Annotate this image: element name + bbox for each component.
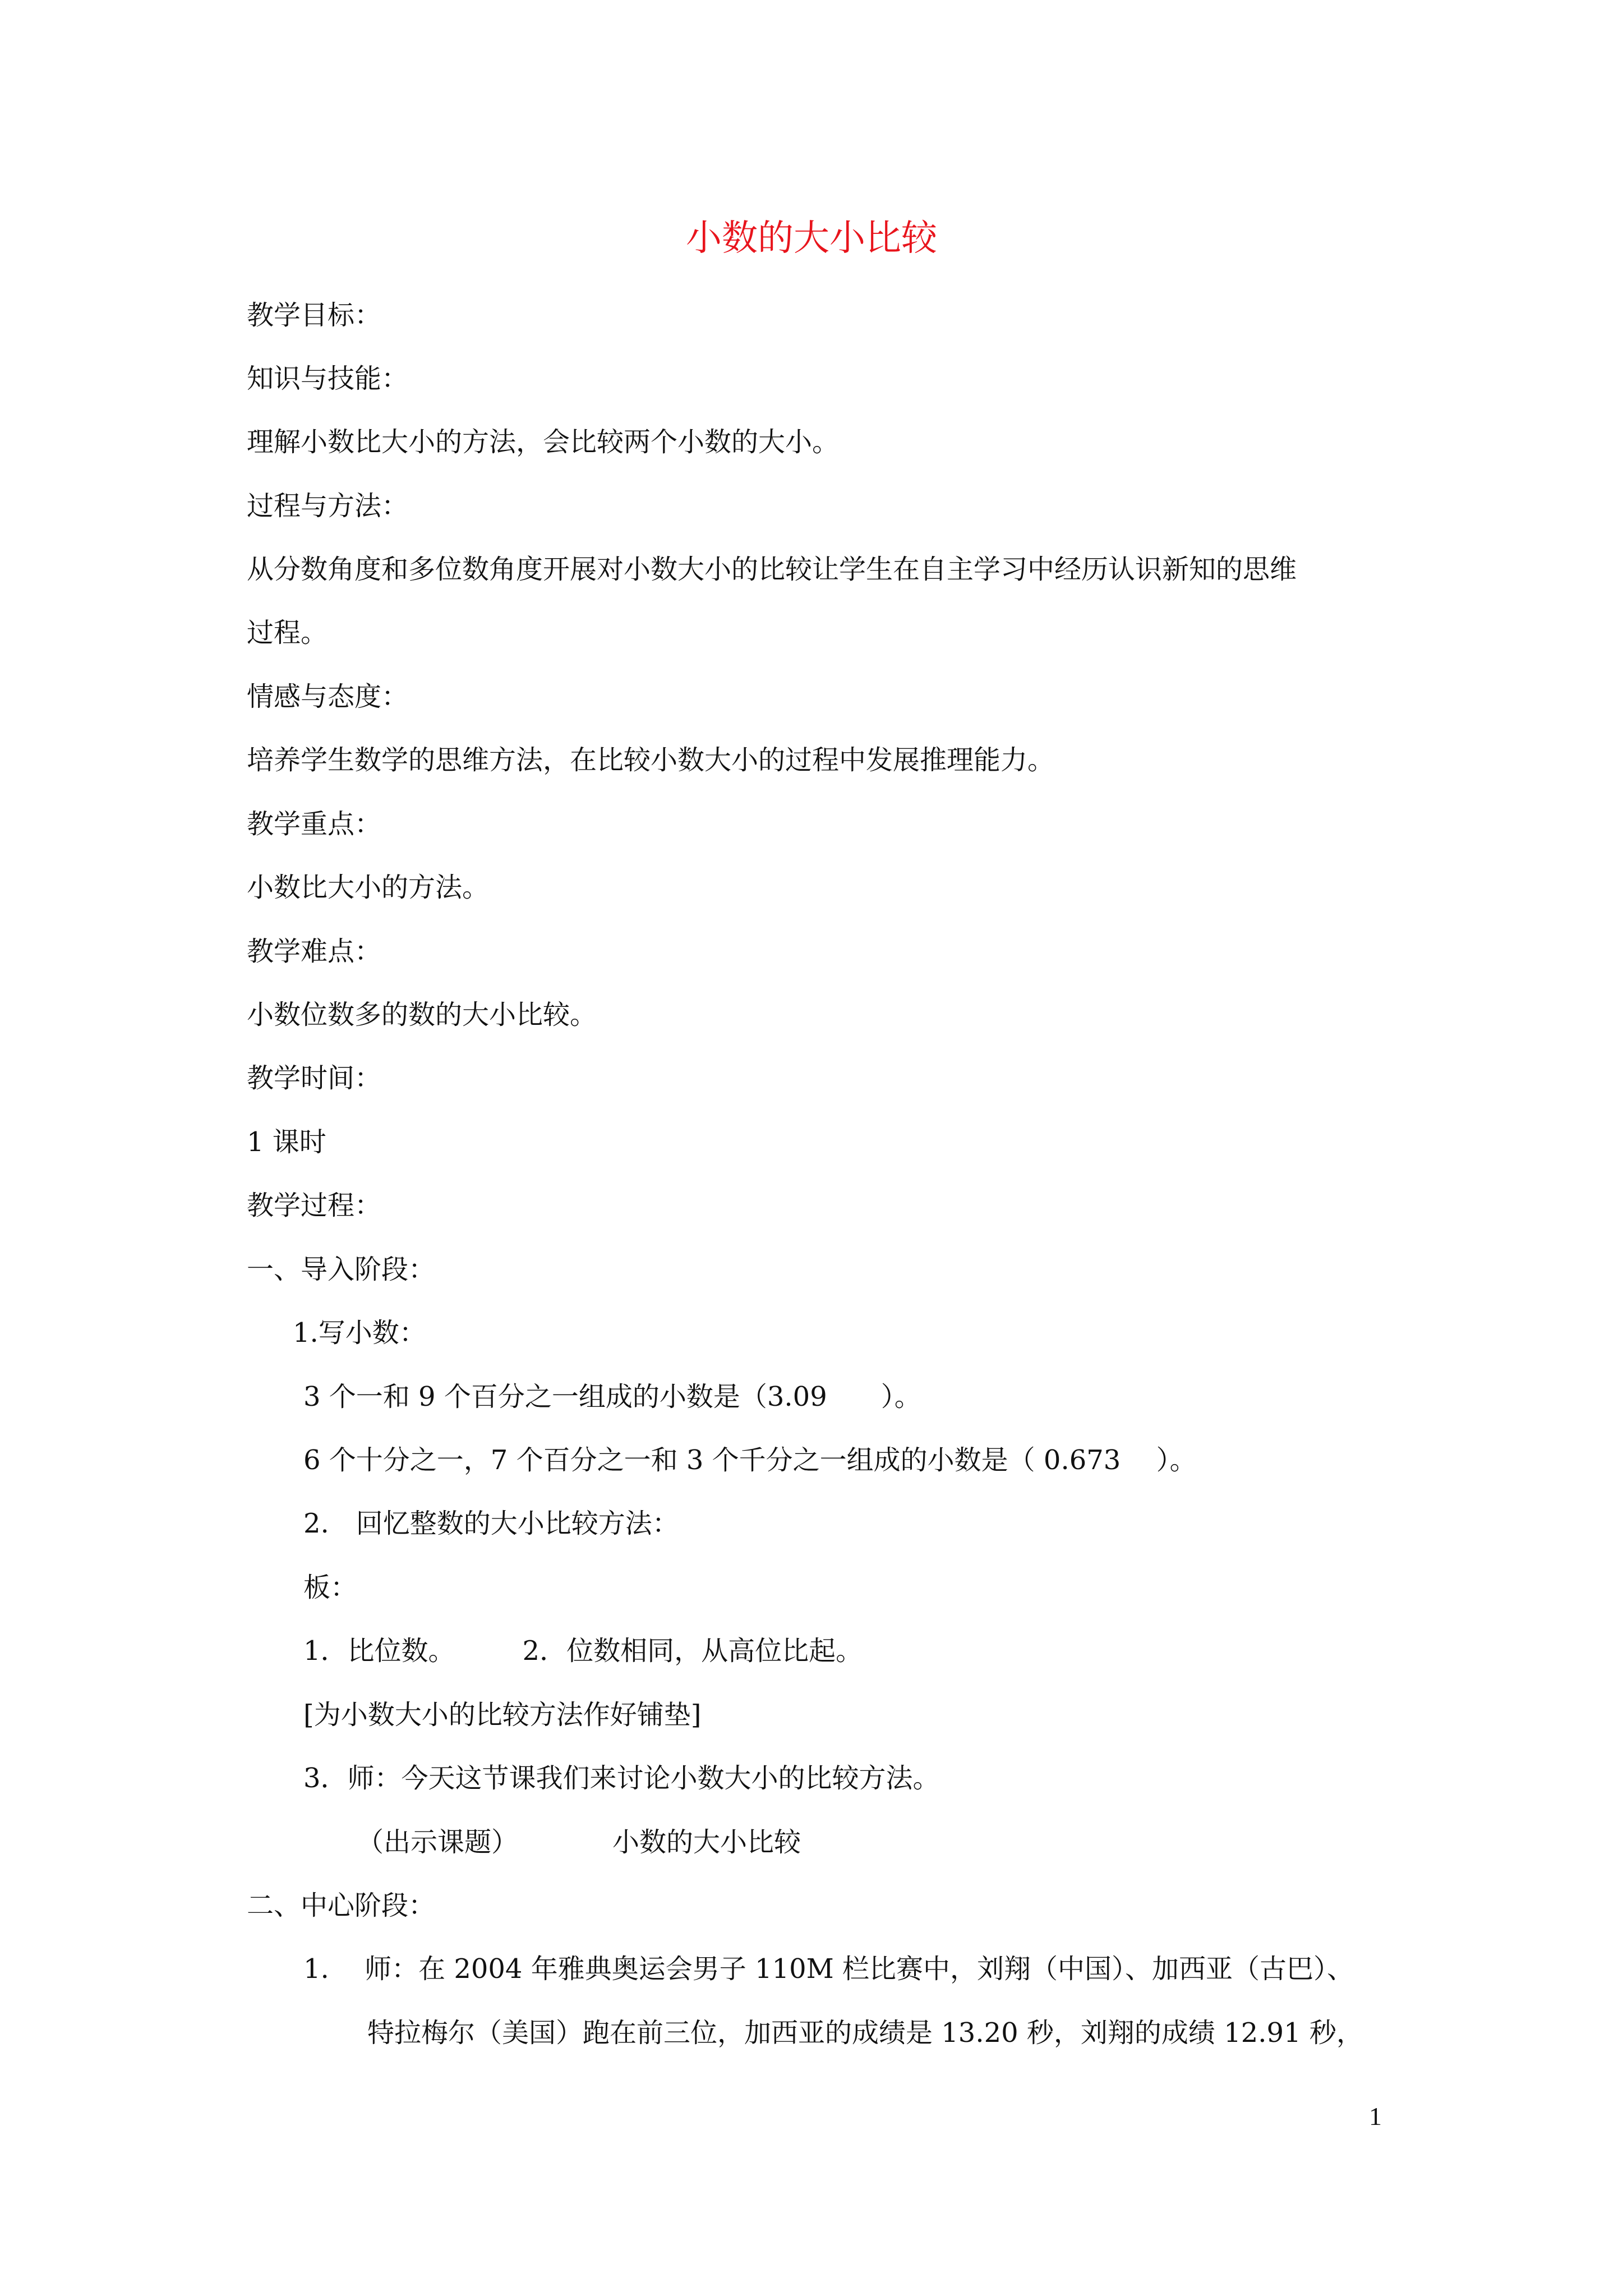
text-line: 二、中心阶段： — [247, 1890, 436, 1921]
text-line: 2. 回忆整数的大小比较方法： — [303, 1508, 679, 1539]
text-line: 情感与态度： — [247, 681, 409, 712]
text-line: [为小数大小的比较方法作好铺垫] — [303, 1699, 702, 1731]
text-line: 6 个十分之一，7 个百分之一和 3 个千分之一组成的小数是（ 0.673 ）。 — [303, 1444, 1197, 1476]
text-line: 1．比位数。 2．位数相同，从高位比起。 — [303, 1635, 863, 1667]
text-line: 3．师：今天这节课我们来讨论小数大小的比较方法。 — [303, 1763, 940, 1794]
text-line: 教学过程： — [247, 1190, 382, 1221]
text-line: 板： — [303, 1572, 358, 1603]
text-line: 教学难点： — [247, 936, 382, 967]
text-line: 理解小数比大小的方法，会比较两个小数的大小。 — [247, 426, 840, 458]
text-line: 培养学生数学的思维方法，在比较小数大小的过程中发展推理能力。 — [247, 744, 1055, 776]
text-line: 3 个一和 9 个百分之一组成的小数是（3.09 ）。 — [303, 1381, 921, 1412]
text-line: （出示课题） 小数的大小比较 — [357, 1826, 801, 1858]
text-line: 小数比大小的方法。 — [247, 872, 490, 903]
text-line: 1. 师：在 2004 年雅典奥运会男子 110M 栏比赛中，刘翔（中国）、加西亚（古巴）、 — [303, 1953, 1354, 1985]
text-line: 知识与技能： — [247, 363, 409, 394]
text-line: 教学目标： — [247, 300, 382, 331]
document-title: 小数的大小比较 — [686, 218, 937, 259]
text-line: 过程。 — [247, 617, 328, 648]
text-line: 特拉梅尔（美国）跑在前三位，加西亚的成绩是 13.20 秒，刘翔的成绩 12.91 秒， — [367, 2017, 1363, 2049]
text-line: 教学时间： — [247, 1062, 382, 1094]
text-line: 教学重点： — [247, 808, 382, 840]
text-line: 一、导入阶段： — [247, 1254, 436, 1285]
text-line: 小数位数多的数的大小比较。 — [247, 999, 597, 1030]
text-line: 1 课时 — [247, 1126, 326, 1158]
page-number: 1 — [1369, 2102, 1382, 2131]
text-line: 从分数角度和多位数角度开展对小数大小的比较让学生在自主学习中经历认识新知的思维 — [247, 554, 1297, 585]
text-line: 过程与方法： — [247, 490, 409, 522]
text-line: 1.写小数： — [293, 1317, 426, 1349]
